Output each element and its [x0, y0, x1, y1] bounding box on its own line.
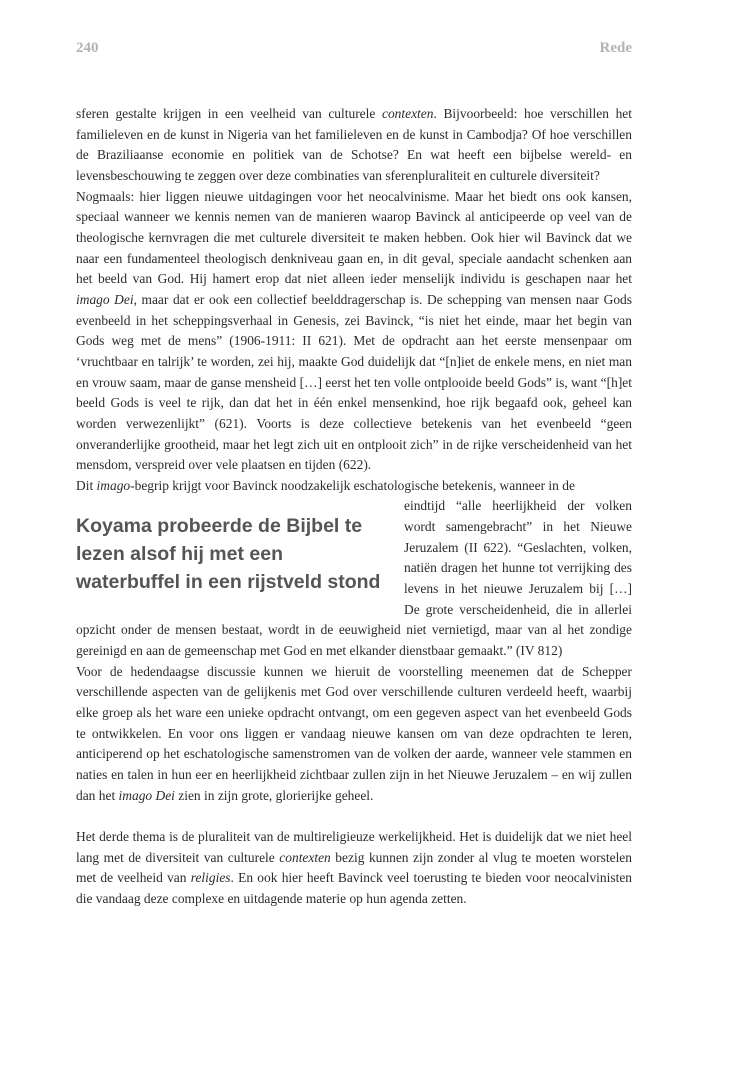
paragraph-4: [76, 662, 632, 807]
italic-run: imago Dei: [118, 787, 175, 803]
text-run: . En ook hier heeft Bavinck veel toerusting te bieden voor neocalvinisten die vandaag deze complexe en uitdagende materie op hun agenda zetten.: [76, 870, 633, 906]
italic-run: imago Dei: [76, 291, 134, 307]
text-run: bezig kunnen zijn zonder al vlug te moeten worstelen met de veelheid van: [76, 849, 632, 886]
text-run: eindtijd “alle heerlijkheid der volken wordt samengebracht” in het Nieuwe Jeruzalem (II 622). “Geslachten, volken, natiën dragen het hunne tot verrijking des levens in het nieuwe Jeruzalem bij […] De grote verscheidenheid, die in allerlei opzicht onder de mensen bestaat, wordt in de eeuwigheid niet vernietigd, maar van al het zondige gereinigd en aan de gemeenschap met God en met elkander dienstbaar gemaakt.” (IV 812): [76, 498, 632, 659]
running-head: Rede: [599, 40, 632, 56]
text-run: , maar dat er ook een collectief beelddragerschap is. De schepping van mensen naar Gods evenbeeld in het scheppingsverhaal in Genesis, zei Bavinck, “is niet het einde, maar het begin van Gods weg met de mens” (1906-1911: II 621). Met de opdracht aan het eerste mensenpaar om ‘vruchtbaar en talrijk’ te worden, zei hij, maakte God duidelijk dat “[n]iet de enkele mens, en niet man en vrouw saam, maar de ganse mensheid […] eerst het ten volle ontplooide beeld Gods” is, want “[h]et beeld Gods is veel te rijk, dan dat het in één enkel mensenkind, hoe rijk begaafd ook, geheel kan worden verwezenlijkt” (621). Voorts is deze collectieve betekenis van het evenbeeld “geen onveranderlijke grootheid, maar het legt zich uit en ontplooit zich” in de rijke verscheidenheid van het mensdom, verspreid over vele plaatsen en tijden (622).: [76, 291, 632, 473]
text-run: Nogmaals: hier liggen nieuwe uitdagingen voor het neocalvinisme. Maar het biedt ons ook kansen, speciaal wanneer we kennis nemen van de manieren waarop Bavinck al anticipeerde op veel van de theologische kernvragen die met culturele diversiteit te maken hebben. Ook hier wil Bavinck dat we naar een fundamenteel theologisch denkniveau gaan en, in dit geval, speciale aandacht schenken aan het beeld van God. Hij hamert erop dat niet alleen ieder menselijk individu is geschapen naar het: [76, 188, 632, 287]
text-run: Voor de hedendaagse discussie kunnen we hieruit de voorstelling meenemen dat de Schepper verschillende aspecten van de gelijkenis met God over verschillende culturen verdeeld heeft, waarbij elke groep als het ware een unieke opdracht ontvangt, om een gegeven aspect van het evenbeeld Gods te ontwikkelen. En voor ons liggen er vandaag nieuwe kansen om van deze opdrachten te leren, anticiperend op het eschatologische samenstromen van de volken der aarde, wanneer vele stammen en naties en talen in hun eer en heerlijkheid zichtbaar zullen zijn in het Nieuwe Jeruzalem – en wij zullen dan het: [76, 663, 632, 803]
paragraph-1: [76, 104, 632, 187]
italic-run: contexten: [381, 106, 434, 121]
paragraph-2: [76, 187, 632, 476]
text-run: Het derde thema is de pluraliteit van de multireligieuze werkelijkheid. Het is duidelijk dat we niet heel lang met de diversiteit van culturele: [76, 828, 632, 865]
text-run: sferen gestalte krijgen in een veelheid van culturele: [76, 106, 382, 121]
page-number: 240: [76, 40, 99, 56]
pull-quote: [76, 502, 392, 614]
italic-run: contexten: [279, 849, 331, 865]
italic-run: imago: [96, 477, 131, 493]
text-run: . Bijvoorbeeld: hoe verschillen het familieleven en de kunst in Nigeria van het familieleven en de kunst in Cambodja? Of hoe verschillen de Braziliaanse economie en politiek van de Schotse? En wat heeft een bijbelse wereld- en levensbeschouwing te zeggen over deze combinaties van sferenpluraliteit en culturele diversiteit?: [76, 106, 633, 183]
italic-run: religies: [190, 870, 231, 886]
paragraph-spacer: [76, 806, 632, 827]
page-header: [76, 40, 632, 62]
text-run: -begrip krijgt voor Bavinck noodzakelijk eschatologische betekenis, wanneer in de: [130, 477, 575, 493]
paragraph-3: [76, 476, 632, 497]
text-run: zien in zijn grote, glorierijke geheel.: [174, 787, 374, 803]
paragraph-5: [76, 827, 632, 910]
text-run: Dit: [76, 477, 97, 493]
pull-quote-text: Koyama probeerde de Bijbel te lezen alsof hij met een waterbuffel in een rijstveld stond: [76, 515, 381, 594]
body-text: [76, 104, 632, 910]
